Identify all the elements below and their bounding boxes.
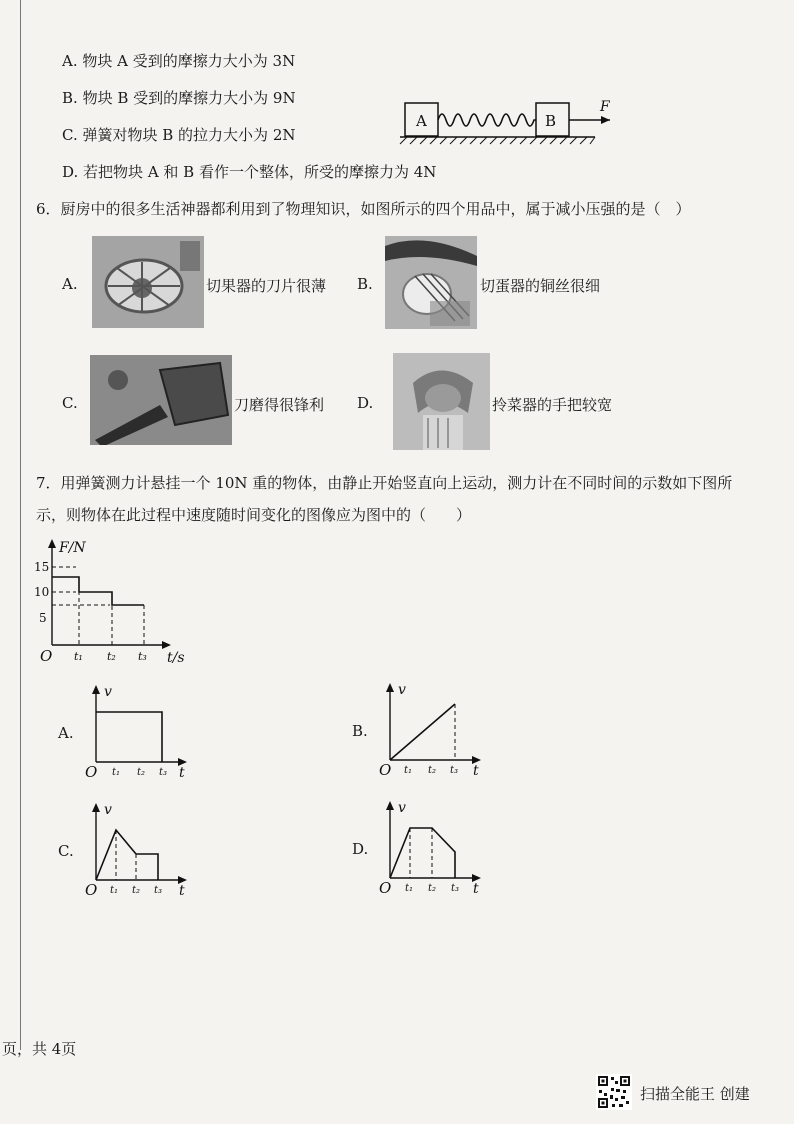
svg-text:O: O bbox=[379, 761, 392, 778]
svg-text:t₁: t₁ bbox=[405, 883, 414, 894]
qr-code-icon bbox=[596, 1074, 632, 1110]
svg-text:t₁: t₁ bbox=[404, 765, 413, 776]
q7-option-a-label: A. bbox=[58, 724, 74, 742]
block-b-label: B bbox=[545, 112, 557, 130]
cleaver-photo bbox=[90, 355, 232, 445]
svg-text:t₃: t₃ bbox=[450, 765, 459, 776]
svg-text:t: t bbox=[473, 763, 479, 778]
q6-option-c-caption: 刀磨得很锋利 bbox=[234, 396, 325, 414]
t-axis-label: t/s bbox=[167, 650, 185, 666]
svg-text:v: v bbox=[104, 684, 112, 700]
velocity-graph-c bbox=[82, 798, 202, 898]
svg-text:v: v bbox=[104, 802, 112, 818]
svg-text:t: t bbox=[473, 881, 479, 896]
force-time-graph bbox=[32, 535, 192, 667]
q6-option-d-caption: 拎菜器的手把较宽 bbox=[492, 396, 613, 414]
velocity-graph-b bbox=[376, 678, 496, 778]
spring bbox=[438, 114, 536, 126]
force-step-line bbox=[52, 577, 144, 605]
q6-option-b-label: B. bbox=[357, 275, 373, 293]
q7-option-c-label: C. bbox=[58, 842, 74, 860]
q7-option-d-label: D. bbox=[352, 840, 369, 858]
f-axis-label: F/N bbox=[59, 540, 86, 556]
page-number: 页，共 4页 bbox=[2, 1040, 77, 1058]
svg-text:t₂: t₂ bbox=[137, 767, 146, 778]
svg-text:t₂: t₂ bbox=[428, 883, 437, 894]
svg-text:v: v bbox=[398, 682, 406, 698]
x-tick-t2: t₂ bbox=[107, 650, 116, 663]
svg-text:O: O bbox=[85, 763, 98, 780]
q7-option-b-label: B. bbox=[352, 722, 368, 740]
velocity-graph-d bbox=[376, 796, 496, 896]
force-label: F bbox=[600, 99, 610, 115]
x-tick-t1: t₁ bbox=[74, 650, 83, 663]
q6-option-c-label: C. bbox=[62, 394, 78, 412]
q5-option-d: D. 若把物块 A 和 B 看作一个整体，所受的摩擦力为 4N bbox=[62, 163, 437, 181]
q6-option-a-caption: 切果器的刀片很薄 bbox=[206, 277, 327, 295]
q7-stem-line2: 示，则物体在此过程中速度随时间变化的图像应为图中的（ ） bbox=[36, 506, 472, 524]
y-tick-10: 10 bbox=[34, 585, 50, 599]
y-tick-5: 5 bbox=[39, 611, 47, 625]
x-tick-t3: t₃ bbox=[138, 650, 147, 663]
svg-text:O: O bbox=[85, 881, 98, 898]
svg-text:t₃: t₃ bbox=[159, 767, 168, 778]
fruit-cutter-photo bbox=[92, 236, 204, 328]
egg-slicer-photo bbox=[385, 236, 477, 329]
bag-handle-photo bbox=[393, 353, 490, 450]
svg-text:v: v bbox=[398, 800, 406, 816]
q7-stem-line1: 7．用弹簧测力计悬挂一个 10N 重的物体，由静止开始竖直向上运动，测力计在不同时间的示数如下图所 bbox=[36, 474, 733, 492]
velocity-graph-a bbox=[82, 680, 202, 780]
svg-text:t: t bbox=[179, 765, 185, 780]
svg-text:t: t bbox=[179, 883, 185, 898]
q6-option-b-caption: 切蛋器的铜丝很细 bbox=[480, 277, 601, 295]
svg-text:t₃: t₃ bbox=[154, 885, 163, 896]
origin-label: O bbox=[40, 647, 53, 665]
svg-text:t₃: t₃ bbox=[451, 883, 460, 894]
q5-option-a: A. 物块 A 受到的摩擦力大小为 3N bbox=[62, 52, 296, 70]
margin-line bbox=[20, 0, 21, 1050]
q5-option-b: B. 物块 B 受到的摩擦力大小为 9N bbox=[62, 89, 296, 107]
q6-stem: 6．厨房中的很多生活神器都利用到了物理知识，如图所示的四个用品中，属于减小压强的是（ ） bbox=[36, 200, 691, 218]
svg-text:t₁: t₁ bbox=[110, 885, 119, 896]
q6-option-a-label: A. bbox=[62, 275, 78, 293]
q5-spring-figure bbox=[395, 96, 625, 156]
block-a-label: A bbox=[416, 112, 427, 130]
svg-text:t₂: t₂ bbox=[132, 885, 141, 896]
q5-option-c: C. 弹簧对物块 B 的拉力大小为 2N bbox=[62, 126, 296, 144]
svg-text:O: O bbox=[379, 879, 392, 896]
svg-text:t₁: t₁ bbox=[112, 767, 121, 778]
scanner-watermark: 扫描全能王 创建 bbox=[640, 1085, 750, 1103]
q6-option-d-label: D. bbox=[357, 394, 374, 412]
y-tick-15: 15 bbox=[34, 560, 50, 574]
svg-text:t₂: t₂ bbox=[428, 765, 437, 776]
